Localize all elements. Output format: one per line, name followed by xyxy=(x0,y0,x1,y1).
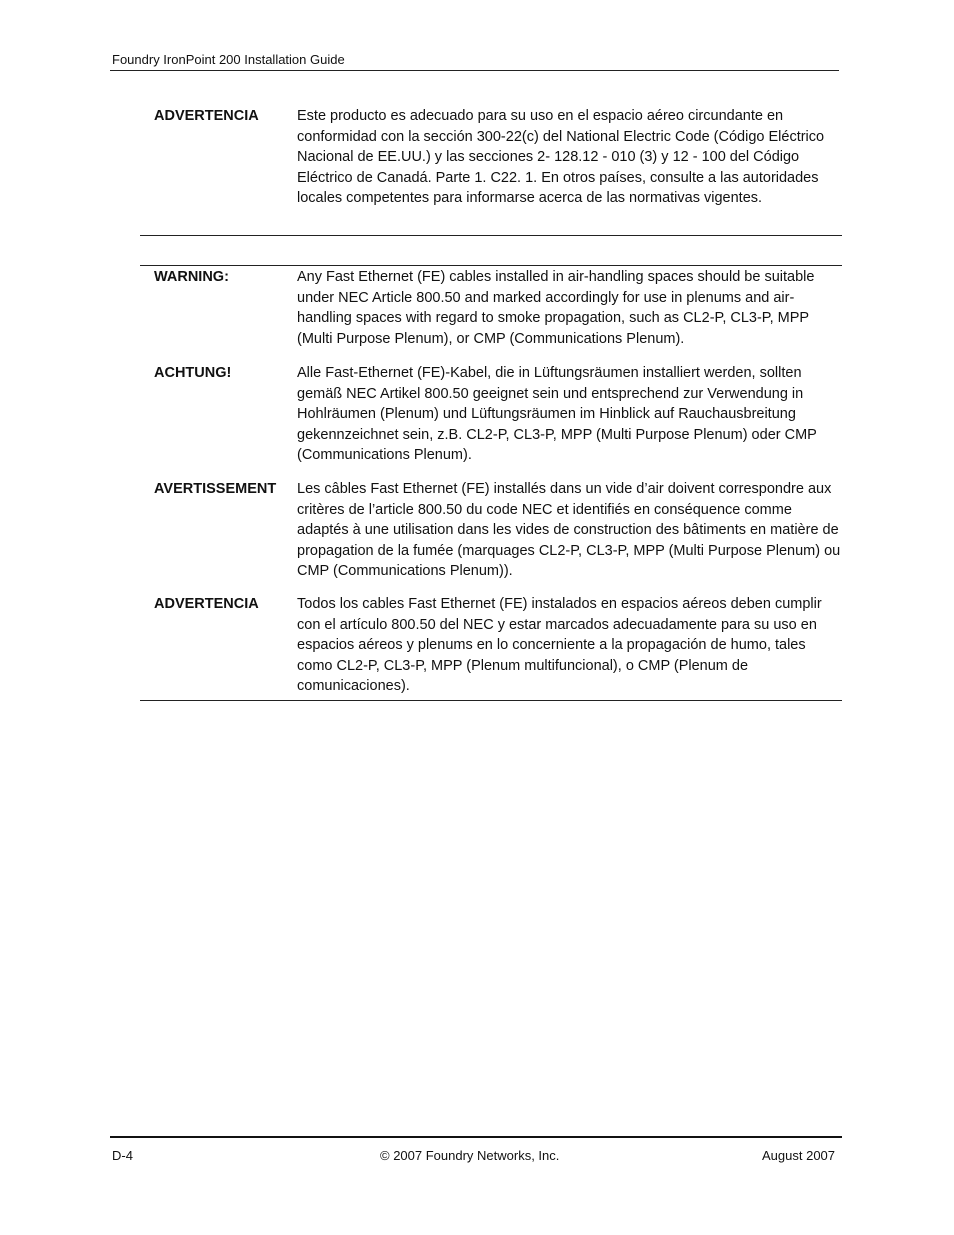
footer-rule xyxy=(110,1136,842,1138)
warning-label: ADVERTENCIA xyxy=(154,108,259,124)
warning-text: Este producto es adecuado para su uso en el espacio aéreo circundante en conformidad con la sección 300-22(c) del National Electric Code (Código Eléctrico Nacional de EE.UU.) y las secciones 2- 128.12 - 010 (3) y 12 - 100 del Código Eléctrico de Canadá. Parte 1. C22. 1. En otros países, consulte a las autoridades locales competentes para informarse acerca de las normativas vigentes. xyxy=(297,108,825,206)
block-2-bottom-rule xyxy=(140,700,842,701)
warning-block-2 xyxy=(140,267,842,699)
page-number: D-4 xyxy=(112,1148,133,1163)
publication-date: August 2007 xyxy=(762,1148,836,1163)
warning-label: AVERTISSEMENT xyxy=(154,481,277,497)
block-1-bottom-rule xyxy=(140,235,842,236)
running-header-title: Foundry IronPoint 200 Installation Guide xyxy=(112,52,345,67)
warning-label: WARNING: xyxy=(154,269,229,285)
header-rule xyxy=(110,70,839,71)
warning-text: Todos los cables Fast Ethernet (FE) instalados en espacios aéreos deben cumplir con el artículo 800.50 del NEC y estar marcados adecuadamente para su uso en espacios aéreos y plenums en lo concerniente a la propagación de humo, tales como CL2-P, CL3-P, MPP (Plenum multifuncional), o CMP (Plenum de comunicaciones). xyxy=(297,596,822,694)
warning-label: ACHTUNG! xyxy=(154,365,232,381)
warning-text: Alle Fast-Ethernet (FE)-Kabel, die in Lüftungsräumen installiert werden, sollten gemäß NEC Artikel 800.50 geeignet sein und entsprechend zur Verwendung in Hohlräumen (Plenum) und Lüftungsräumen im Hinblick auf Rauchausbreitung gekennzeichnet sein, z.B. CL2-P, CL3-P, MPP (Multi Purpose Plenum) oder CMP (Communications Plenum). xyxy=(297,365,817,463)
warning-text: Les câbles Fast Ethernet (FE) installés dans un vide d’air doivent correspondre aux critères de l’article 800.50 du code NEC et identifiés en conséquence comme adaptés à une utilisation dans les vides de construction des bâtiments en matière de propagation de la fumée (marquages CL2-P, CL3-P, MPP (Multi Purpose Plenum) ou CMP (Communications Plenum)). xyxy=(297,481,841,579)
warning-block-1 xyxy=(140,106,842,236)
warning-text: Any Fast Ethernet (FE) cables installed in air-handling spaces should be suitable under NEC Article 800.50 and marked accordingly for use in plenums and air-handling spaces with regard to smoke propagation, such as CL2-P, CL3-P, MPP (Multi Purpose Plenum), or CMP (Communications Plenum). xyxy=(297,269,815,347)
copyright-notice: © 2007 Foundry Networks, Inc. xyxy=(380,1148,560,1163)
warning-label: ADVERTENCIA xyxy=(154,596,259,612)
block-2-top-rule xyxy=(140,265,842,266)
